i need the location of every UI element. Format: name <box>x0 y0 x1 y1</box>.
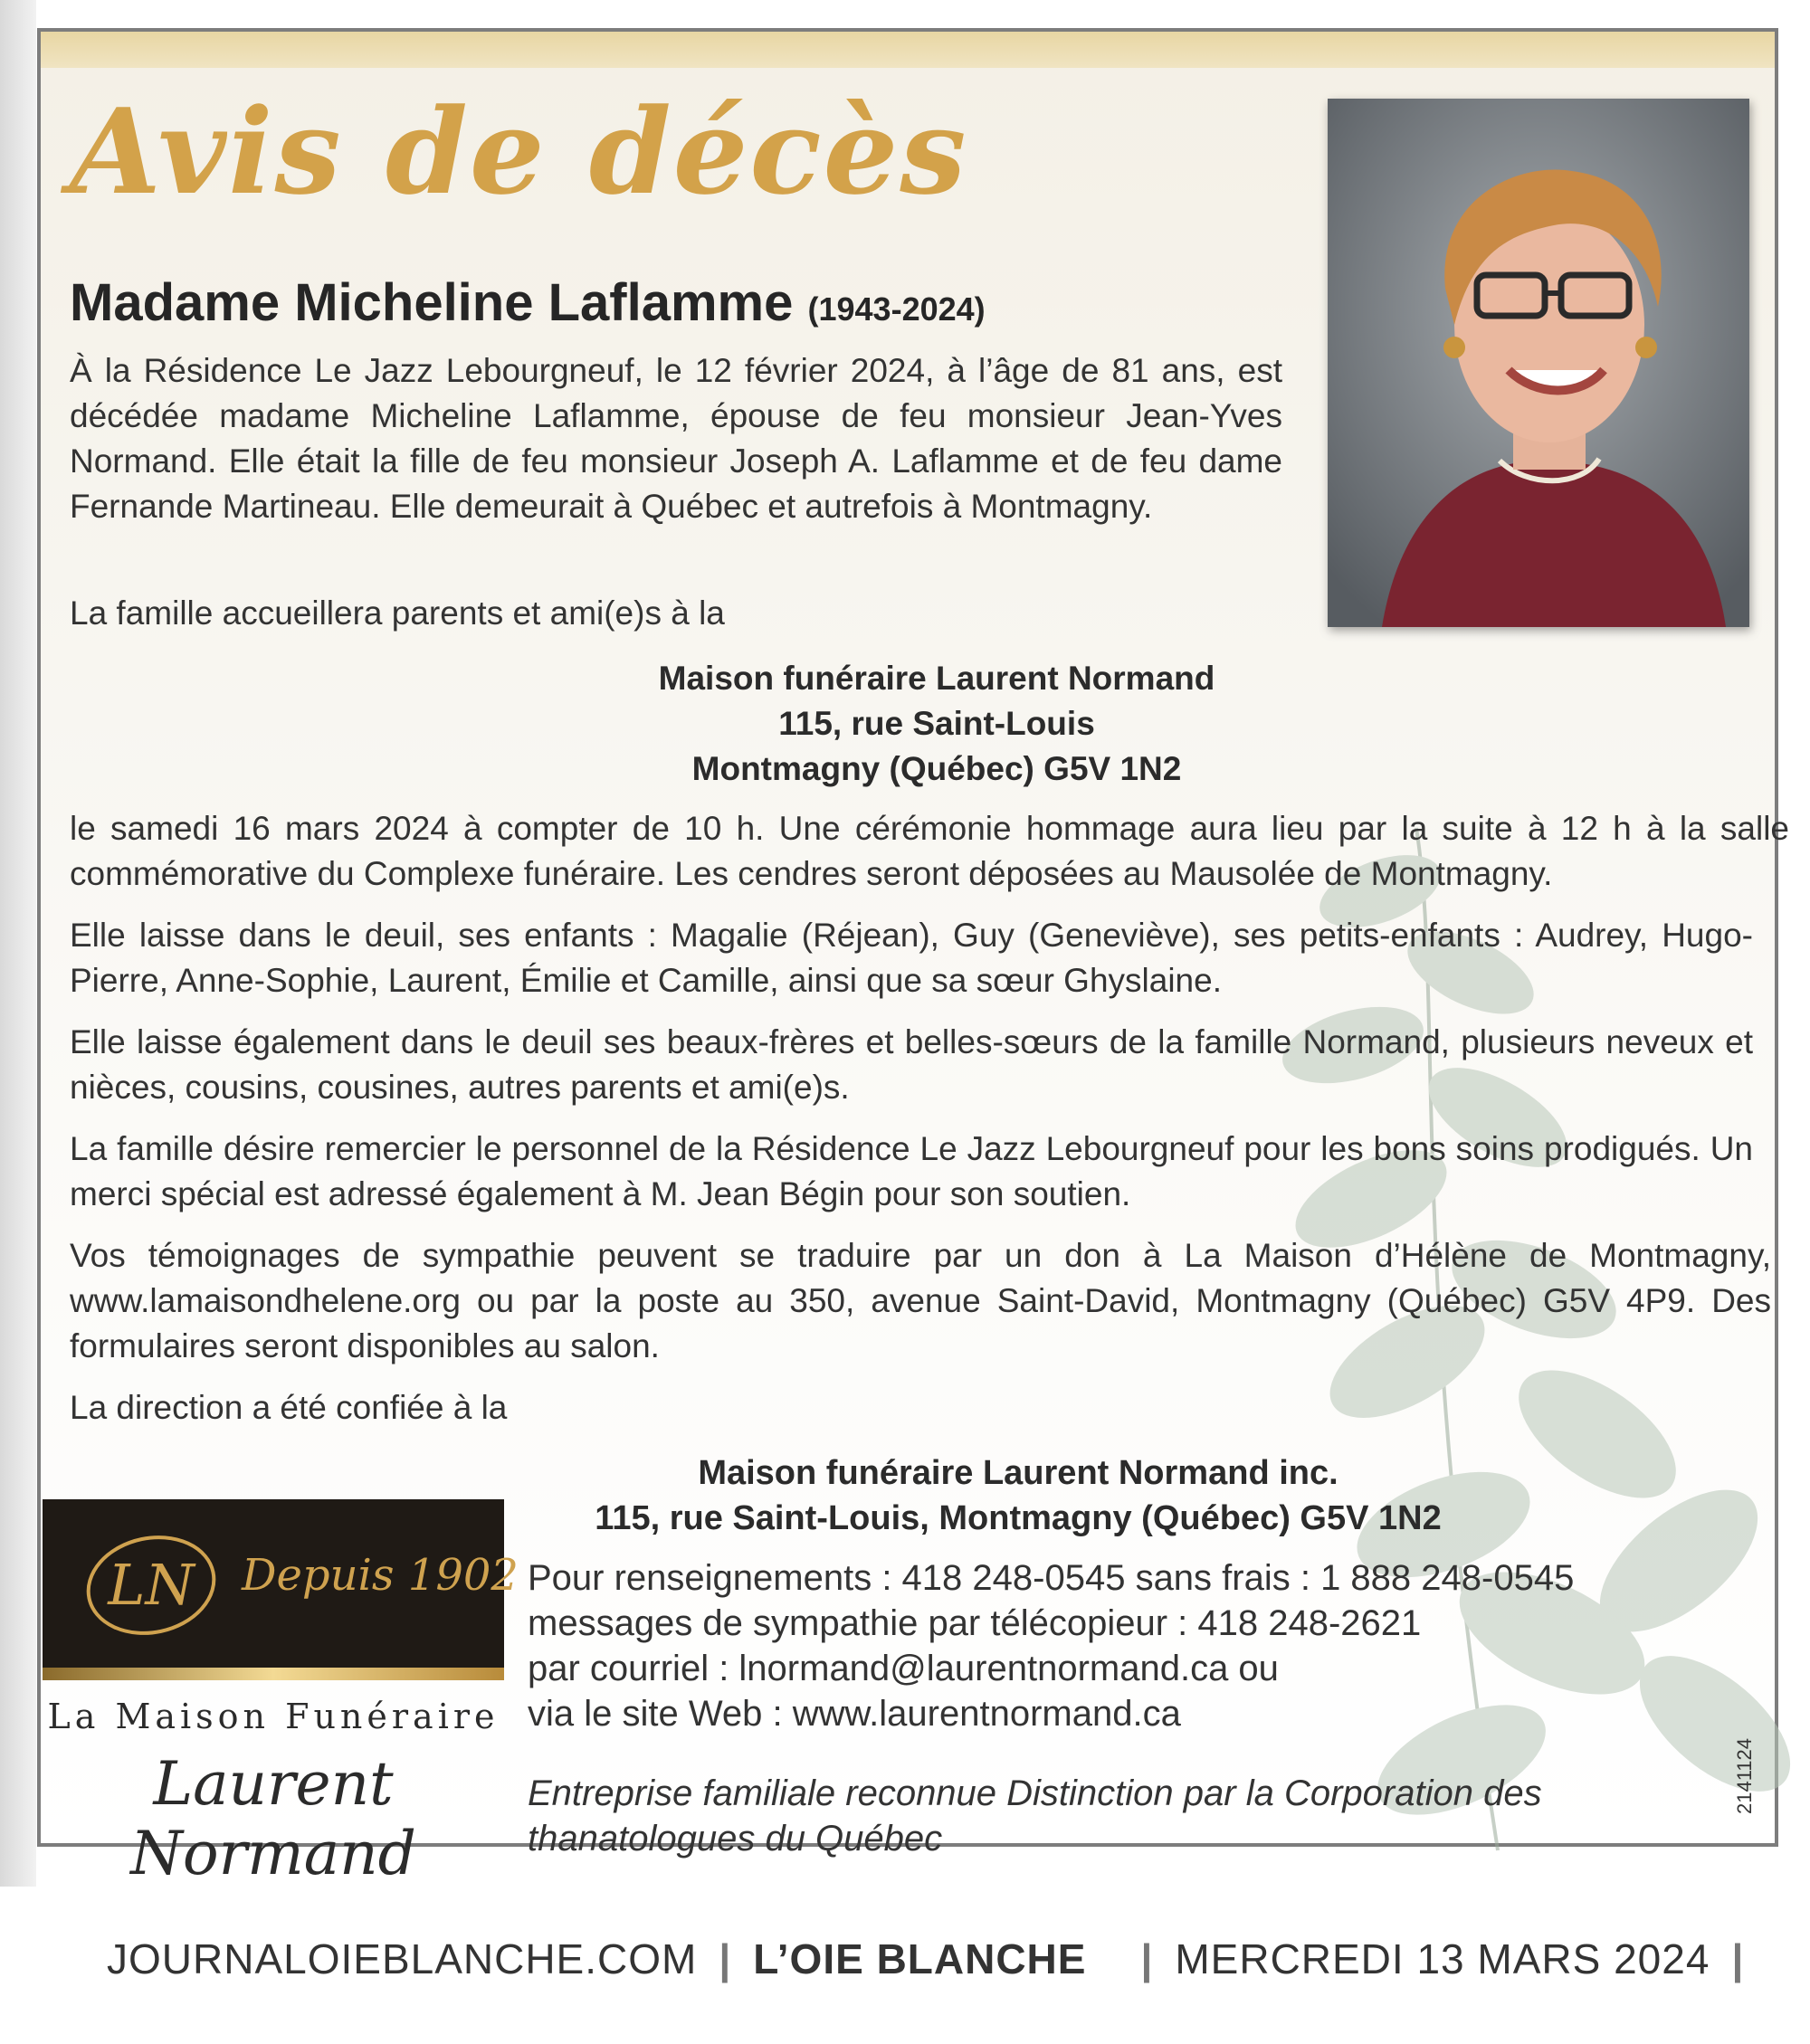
welcome-paragraph: La famille accueillera parents et ami(e)s à la <box>70 594 725 632</box>
in-laws-paragraph: Elle laisse également dans le deuil ses beaux-frères et belles-sœurs de la famille Normand, plusieurs neveux et nièces, cousins, cousines, autres parents et ami(e)s. <box>70 1023 1753 1106</box>
deceased-years: (1943-2024) <box>807 290 986 328</box>
funeral-home-logo <box>43 1499 519 1668</box>
deceased-name: Madame Micheline Laflamme <box>70 273 794 332</box>
venue-line-3: Montmagny (Québec) G5V 1N2 <box>691 750 1182 787</box>
web-line: via le site Web : www.laurentnormand.ca <box>528 1694 1181 1734</box>
visitation-paragraph: le samedi 16 mars 2024 à compter de 10 h. Une cérémonie hommage aura lieu par la suite à 12 h à la salle commémorative du Complexe funéraire. Les cendres seront déposées au Mausolée de Montmagny. <box>70 810 1789 892</box>
footer-separator-3: | <box>1731 1935 1745 1982</box>
top-gold-bar <box>41 32 1775 68</box>
logo-label: La Maison Funéraire <box>47 1697 500 1736</box>
intro-paragraph: À la Résidence Le Jazz Lebourgneuf, le 12 février 2024, à l’âge de 81 ans, est décédée madame Micheline Laflamme, épouse de feu monsieur Jean-Yves Normand. Elle était la fille de feu monsieur Joseph A. Laflamme et de feu dame Fernande Martineau. Elle demeurait à Québec et autrefois à Montmagny. <box>70 352 1282 525</box>
logo-since: Depuis 1902 <box>242 1550 519 1601</box>
venue-line-1: Maison funéraire Laurent Normand <box>658 660 1215 697</box>
obituary-heading: Avis de décès <box>70 82 968 221</box>
funeral-home-street: 115, rue Saint-Louis, Montmagny (Québec) G5V 1N2 <box>595 1499 1442 1537</box>
reference-number: 2141124 <box>1733 1737 1756 1814</box>
survivors-paragraph: Elle laisse dans le deuil, ses enfants : Magalie (Réjean), Guy (Geneviève), ses petits-enfants : Audrey, Hugo-Pierre, Anne-Sophie, Laurent, Émilie et Camille, ainsi que sa sœur Ghyslaine. <box>70 917 1753 999</box>
distinction-note: Entreprise familiale reconnue Distinction par la Corporation des thanatologues du Québec <box>528 1773 1542 1859</box>
logo-gold-stripe <box>43 1668 504 1680</box>
footer-paper-name: L’OIE BLANCHE <box>753 1935 1087 1982</box>
footer-date: MERCREDI 13 MARS 2024 <box>1175 1935 1710 1982</box>
deceased-name-line <box>70 272 986 333</box>
footer-separator-2: | <box>1140 1935 1154 1982</box>
logo-monogram: LN <box>108 1552 195 1618</box>
obituary-frame <box>37 28 1789 1888</box>
direction-paragraph: La direction a été confiée à la <box>70 1389 508 1426</box>
fax-line: messages de sympathie par télécopieur : 418 248-2621 <box>528 1603 1422 1643</box>
logo-name: Laurent Normand <box>130 1749 416 1888</box>
thanks-paragraph: La famille désire remercier le personnel de la Résidence Le Jazz Lebourgneuf pour les bons soins prodigués. Un merci spécial est adressé également à M. Jean Bégin pour son soutien. <box>70 1130 1753 1212</box>
donations-paragraph: Vos témoignages de sympathie peuvent se traduire par un don à La Maison d’Hélène de Montmagny, www.lamaisondhelene.org ou par la poste au 350, avenue Saint-David, Montmagny (Québec) G5V 4P9. Des formulaires seront disponibles au salon. <box>70 1237 1771 1364</box>
footer-separator-1: | <box>719 1935 732 1982</box>
footer-site: JOURNALOIEBLANCHE.COM <box>107 1935 698 1982</box>
venue-line-2: 115, rue Saint-Louis <box>778 705 1095 742</box>
funeral-home-address <box>511 1450 1525 1541</box>
venue-address <box>403 656 1471 792</box>
info-line: Pour renseignements : 418 248-0545 sans frais : 1 888 248-0545 <box>528 1558 1575 1598</box>
ln-monogram-icon <box>79 1526 224 1644</box>
email-line: par courriel : lnormand@laurentnormand.ca ou <box>528 1649 1279 1688</box>
portrait-photo <box>1328 99 1749 627</box>
funeral-home-name: Maison funéraire Laurent Normand inc. <box>698 1454 1338 1492</box>
newspaper-footer <box>107 1935 1766 1983</box>
left-page-shade <box>0 0 36 1887</box>
